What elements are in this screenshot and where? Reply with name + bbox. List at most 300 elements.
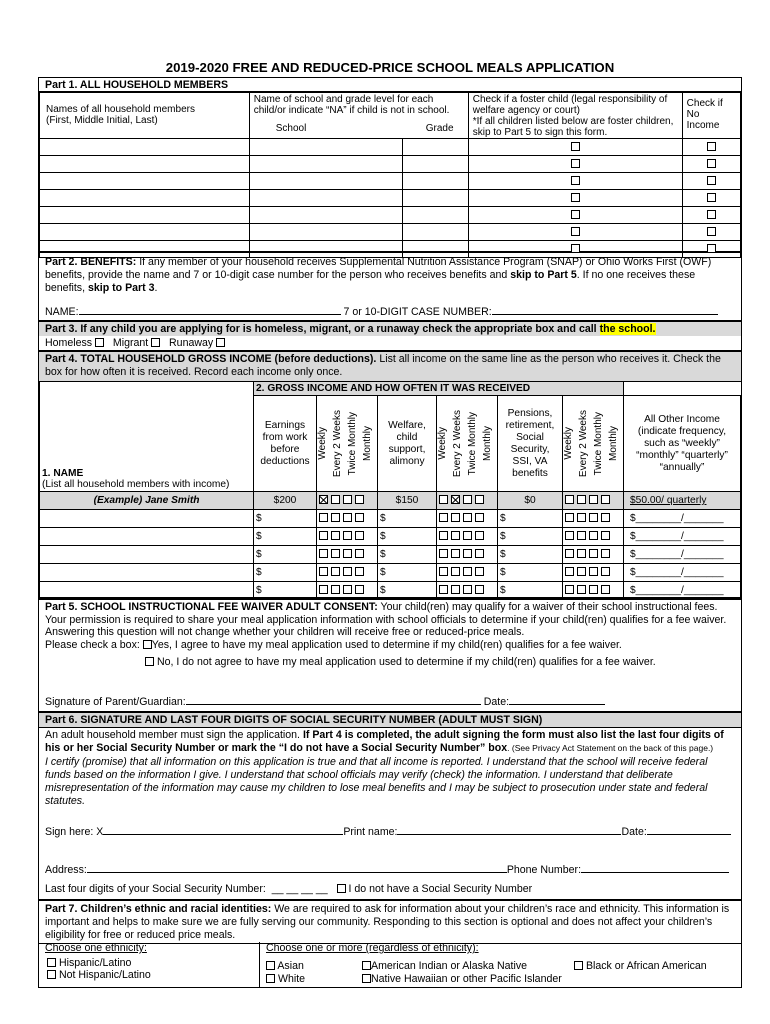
earnings-h1: Earnings	[264, 419, 306, 431]
member-name-field[interactable]	[40, 156, 250, 173]
not-hispanic-checkbox[interactable]	[47, 970, 56, 979]
welfare-field[interactable]: $	[378, 546, 437, 564]
race-title: Choose one or more (regardless of ethnicity):	[266, 942, 479, 954]
every2weeks-checkbox[interactable]	[331, 531, 340, 540]
income-row	[40, 528, 741, 546]
part7-header	[39, 901, 741, 944]
every2weeks-checkbox[interactable]	[331, 549, 340, 558]
foster-line2: welfare agency or court)	[472, 105, 580, 116]
hispanic-checkbox[interactable]	[47, 958, 56, 967]
other-h3: such as “weekly”	[644, 437, 720, 449]
foster-checkbox[interactable]	[571, 210, 580, 219]
american-indian-checkbox[interactable]	[362, 961, 371, 970]
names-col-header	[40, 92, 250, 139]
print-name-label: Print name:	[343, 826, 398, 838]
school-field[interactable]	[249, 224, 402, 241]
certify-line4: statutes.	[45, 795, 86, 807]
every2weeks-checkbox[interactable]	[577, 531, 586, 540]
other-income-field[interactable]: $________/_______	[624, 582, 741, 600]
welfare-field[interactable]: $	[378, 564, 437, 582]
ethnicity-hispanic-row	[39, 954, 259, 969]
no-income-checkbox[interactable]	[707, 210, 716, 219]
pensions-header	[498, 396, 563, 492]
part6-header: Part 6. SIGNATURE AND LAST FOUR DIGITS OF SOCIAL SECURITY NUMBER (ADULT MUST SIGN)	[39, 713, 741, 728]
address-label: Address:	[45, 864, 87, 876]
ethnicity-title: Choose one ethnicity:	[45, 942, 147, 954]
member-name-field[interactable]	[40, 139, 250, 156]
other-income-header	[624, 396, 741, 492]
no-income-checkbox[interactable]	[707, 142, 716, 151]
welfare-field[interactable]: $	[378, 510, 437, 528]
no-income-checkbox[interactable]	[707, 176, 716, 185]
grade-field[interactable]	[402, 190, 468, 207]
noincome-line2: No	[686, 109, 700, 120]
example-checkbox	[331, 495, 340, 504]
ssn-label: Last four digits of your Social Security Number:	[45, 883, 266, 895]
pensions-h2: retirement,	[505, 419, 555, 431]
freq-every2weeks: Every 2 Weeks	[578, 409, 589, 478]
monthly-checkbox[interactable]	[475, 531, 484, 540]
phone-field[interactable]	[581, 872, 729, 873]
part6-date-label: Date:	[621, 826, 647, 838]
twicemonthly-checkbox[interactable]	[463, 549, 472, 558]
not-hispanic-label: Not Hispanic/Latino	[58, 969, 151, 981]
weekly-checkbox[interactable]	[319, 585, 328, 594]
case-number-field[interactable]	[492, 314, 718, 315]
example-checkbox	[475, 495, 484, 504]
every2weeks-checkbox[interactable]	[577, 567, 586, 576]
part4-header-text2: box for how often it is received. Record each income only once.	[45, 366, 343, 378]
pension-field[interactable]: $	[498, 546, 563, 564]
every2weeks-checkbox[interactable]	[577, 549, 586, 558]
foster-checkbox[interactable]	[571, 159, 580, 168]
every2weeks-checkbox[interactable]	[451, 567, 460, 576]
household-row	[40, 190, 741, 207]
parent-signature-label: Signature of Parent/Guardian:	[45, 696, 186, 708]
pensions-h5: SSI, VA	[512, 455, 548, 467]
foster-checkbox[interactable]	[571, 142, 580, 151]
pension-field[interactable]: $	[498, 564, 563, 582]
member-name-field[interactable]	[40, 207, 250, 224]
part3-header-text: Part 3. If any child you are applying for is homeless, migrant, or a runaway check the appropriate box and call	[45, 323, 600, 335]
example-earnings: $200	[254, 492, 317, 510]
part6-body	[39, 728, 741, 809]
fee-waiver-no-label: No, I do not agree to have my meal application used to determine if my child(ren) qualifies for a fee waiver.	[156, 656, 656, 668]
example-checkbox	[343, 495, 352, 504]
earnings-field[interactable]: $	[254, 564, 317, 582]
part2-text3c: .	[154, 282, 158, 294]
pensions-h3: Social	[516, 431, 544, 443]
monthly-checkbox[interactable]	[355, 585, 364, 594]
part6-section	[38, 712, 742, 900]
weekly-checkbox[interactable]	[319, 513, 328, 522]
twicemonthly-checkbox[interactable]	[343, 531, 352, 540]
noincome-line3: Income	[686, 120, 720, 131]
asian-label: Asian	[277, 960, 304, 972]
part5-date-field[interactable]	[509, 704, 605, 705]
migrant-checkbox[interactable]	[151, 338, 160, 347]
no-income-checkbox[interactable]	[707, 227, 716, 236]
twicemonthly-checkbox[interactable]	[343, 513, 352, 522]
homeless-label: Homeless	[45, 337, 93, 349]
grade-field[interactable]	[402, 173, 468, 190]
certify-line1: I certify (promise) that all information on this application is true and that all income is reported. I understand that the school will receive federal	[45, 756, 708, 768]
school-field[interactable]	[249, 139, 402, 156]
signature-field[interactable]	[103, 834, 343, 835]
example-checkbox	[565, 495, 574, 504]
foster-col-header	[468, 92, 682, 139]
every2weeks-checkbox[interactable]	[451, 549, 460, 558]
welfare-field[interactable]: $	[378, 528, 437, 546]
part1-header: Part 1. ALL HOUSEHOLD MEMBERS	[39, 78, 741, 93]
foster-checkbox[interactable]	[571, 193, 580, 202]
monthly-checkbox[interactable]	[475, 585, 484, 594]
monthly-checkbox[interactable]	[355, 531, 364, 540]
hispanic-label: Hispanic/Latino	[58, 957, 132, 969]
every2weeks-checkbox[interactable]	[451, 585, 460, 594]
freq-monthly: Monthly	[362, 425, 373, 461]
example-checkbox	[355, 495, 364, 504]
welfare-field[interactable]: $	[378, 582, 437, 600]
hawaiian-checkbox[interactable]	[362, 974, 371, 983]
part3-header	[39, 322, 741, 336]
freq-every2weeks: Every 2 Weeks	[452, 409, 463, 478]
grade-field[interactable]	[402, 156, 468, 173]
part6-text1b: If Part 4 is completed, the adult signing the form must also list the last four digits of	[302, 729, 724, 741]
weekly-checkbox[interactable]	[439, 567, 448, 576]
weekly-checkbox[interactable]	[439, 513, 448, 522]
welfare-h3: support,	[388, 443, 426, 455]
freq-every2weeks: Every 2 Weeks	[332, 409, 343, 478]
example-checkbox	[577, 495, 586, 504]
other-income-field[interactable]: $________/_______	[624, 564, 741, 582]
noincome-col-header	[682, 92, 740, 139]
monthly-checkbox[interactable]	[475, 513, 484, 522]
white-checkbox[interactable]	[266, 974, 275, 983]
black-label: Black or African American	[585, 960, 707, 972]
member-name-field[interactable]	[40, 224, 250, 241]
member-name-field[interactable]	[40, 190, 250, 207]
part7-text1: We are required to ask for information about your children’s race and ethnicity. This information is	[271, 903, 730, 915]
benefit-name-field[interactable]	[79, 314, 341, 315]
example-name: (Example) Jane Smith	[40, 492, 254, 510]
part4-section	[38, 351, 742, 598]
earnings-field[interactable]: $	[254, 510, 317, 528]
every2weeks-checkbox[interactable]	[331, 513, 340, 522]
part5-section	[38, 598, 742, 712]
weekly-checkbox[interactable]	[565, 567, 574, 576]
earnings-h2: from work	[262, 431, 308, 443]
every2weeks-checkbox[interactable]	[577, 513, 586, 522]
income-name-field[interactable]	[40, 510, 254, 528]
gross-income-title: 2. GROSS INCOME AND HOW OFTEN IT WAS RECEIVED	[254, 382, 624, 396]
example-welfare: $150	[378, 492, 437, 510]
household-row	[40, 156, 741, 173]
income-row	[40, 510, 741, 528]
earnings-field[interactable]: $	[254, 528, 317, 546]
noincome-line1: Check if	[686, 98, 723, 109]
other-income-field[interactable]: $________/_______	[624, 510, 741, 528]
part5-text2: Your permission is required to share your meal application information with school officials to determine if your child(ren) qualifies for a fee waiver.	[45, 613, 727, 626]
hawaiian-row	[362, 973, 562, 985]
freq-weekly: Weekly	[437, 427, 448, 460]
every2weeks-checkbox[interactable]	[331, 567, 340, 576]
weekly-checkbox[interactable]	[565, 531, 574, 540]
income-name-field[interactable]	[40, 546, 254, 564]
income-name-field[interactable]	[40, 564, 254, 582]
part2-text1: If any member of your household receives Supplemental Nutrition Assistance Program (SNAP) or Ohio Works First (OWF)	[136, 256, 712, 268]
example-pension: $0	[498, 492, 563, 510]
part2-section	[38, 252, 742, 321]
part6-line2	[45, 742, 735, 755]
grade-field[interactable]	[402, 207, 468, 224]
foster-line3: *If all children listed below are foster children,	[472, 116, 674, 127]
income-row	[40, 582, 741, 600]
income-name-field[interactable]	[40, 528, 254, 546]
ethnicity-nothispanic-row	[39, 969, 259, 981]
case-number-label: 7 or 10-DIGIT CASE NUMBER:	[343, 306, 492, 318]
household-table	[39, 91, 741, 258]
part7-text3: eligibility for free or reduced price meals.	[45, 929, 236, 941]
address-row	[45, 864, 729, 876]
certify-line2: funds based on the information I give. I understand that school officials may verify (check) the information. I understand that deliberate	[45, 769, 673, 781]
other-income-field[interactable]: $________/_______	[624, 546, 741, 564]
monthly-checkbox[interactable]	[475, 567, 484, 576]
grade-field[interactable]	[402, 224, 468, 241]
benefit-name-row	[45, 306, 718, 319]
part6-line1	[45, 729, 735, 742]
monthly-checkbox[interactable]	[601, 513, 610, 522]
example-row	[40, 492, 741, 510]
example-checkbox	[601, 495, 610, 504]
part5-text1: Your child(ren) may qualify for a waiver of their school instructional fees.	[377, 601, 718, 613]
american-indian-label: American Indian or Alaska Native	[371, 960, 528, 972]
monthly-checkbox[interactable]	[601, 549, 610, 558]
income-name-label: 1. NAME	[42, 468, 84, 479]
part7-text2: important and helps to make sure we are fully serving our community. Responding to this section is optional and does not affect your children’s	[45, 916, 713, 928]
monthly-checkbox[interactable]	[355, 567, 364, 576]
household-row	[40, 173, 741, 190]
part6-text2b: . (See Privacy Act Statement on the back of this page.)	[507, 743, 714, 753]
names-col-sub: (First, Middle Initial, Last)	[46, 115, 158, 126]
part5-label: Part 5. SCHOOL INSTRUCTIONAL FEE WAIVER ADULT CONSENT:	[45, 601, 378, 613]
example-every2weeks-checkbox	[451, 495, 460, 504]
twicemonthly-checkbox[interactable]	[343, 549, 352, 558]
part4-header	[39, 352, 741, 382]
earnings-field[interactable]: $	[254, 582, 317, 600]
sign-here-label: Sign here: X	[45, 826, 104, 838]
asian-row	[266, 960, 304, 972]
monthly-checkbox[interactable]	[601, 567, 610, 576]
other-income-field[interactable]: $________/_______	[624, 528, 741, 546]
white-row	[266, 973, 305, 985]
twicemonthly-checkbox[interactable]	[589, 585, 598, 594]
school-field[interactable]	[249, 173, 402, 190]
no-income-checkbox[interactable]	[707, 193, 716, 202]
welfare-h1: Welfare,	[388, 419, 426, 431]
phone-label: Phone Number:	[506, 864, 582, 876]
twicemonthly-checkbox[interactable]	[463, 531, 472, 540]
asian-checkbox[interactable]	[266, 961, 275, 970]
weekly-checkbox[interactable]	[565, 549, 574, 558]
twicemonthly-checkbox[interactable]	[589, 549, 598, 558]
no-income-checkbox[interactable]	[707, 159, 716, 168]
freq-monthly: Monthly	[608, 425, 619, 461]
weekly-checkbox[interactable]	[319, 531, 328, 540]
black-checkbox[interactable]	[574, 961, 583, 970]
twicemonthly-checkbox[interactable]	[463, 567, 472, 576]
twicemonthly-checkbox[interactable]	[463, 585, 472, 594]
freq-twicemonthly: Twice Monthly	[593, 411, 604, 476]
fee-waiver-yes-checkbox[interactable]	[143, 640, 152, 649]
ssn-field[interactable]: __ __ __ __	[271, 883, 328, 895]
part5-no-row	[45, 656, 735, 669]
school-field[interactable]	[249, 190, 402, 207]
part5-text3: Answering this question will not change whether your children will receive free or reduced-price meals.	[45, 626, 525, 638]
every2weeks-checkbox[interactable]	[451, 531, 460, 540]
freq-twicemonthly: Twice Monthly	[467, 411, 478, 476]
earnings-header	[254, 396, 317, 492]
part7-section	[38, 900, 742, 988]
example-other: $50.00/ quarterly	[624, 492, 741, 510]
income-table	[39, 381, 741, 600]
foster-checkbox[interactable]	[571, 176, 580, 185]
part6-text2a: his or her Social Security Number or mark the “I do not have a Social Security Number” box	[45, 742, 508, 754]
example-checkbox	[589, 495, 598, 504]
ssn-row	[45, 883, 532, 895]
example-checkbox	[439, 495, 448, 504]
school-field[interactable]	[249, 156, 402, 173]
every2weeks-checkbox[interactable]	[577, 585, 586, 594]
part4-header-text: List all income on the same line as the person who receives it. Check the	[376, 353, 721, 365]
household-row	[40, 139, 741, 156]
school-col-line2: child/or indicate “NA” if child is not in school.	[253, 105, 450, 116]
every2weeks-checkbox[interactable]	[451, 513, 460, 522]
foster-checkbox[interactable]	[571, 227, 580, 236]
school-col-line1: Name of school and grade level for each	[253, 94, 434, 105]
part2-text-line1	[45, 256, 735, 269]
part2-label: Part 2. BENEFITS:	[45, 256, 137, 268]
pension-field[interactable]: $	[498, 582, 563, 600]
weekly-checkbox[interactable]	[565, 585, 574, 594]
monthly-checkbox[interactable]	[601, 585, 610, 594]
address-field[interactable]	[87, 872, 507, 873]
part5-date-label: Date:	[483, 696, 510, 708]
weekly-checkbox[interactable]	[439, 549, 448, 558]
part7-line1	[45, 903, 735, 916]
migrant-label: Migrant	[112, 337, 149, 349]
school-field[interactable]	[249, 207, 402, 224]
weekly-checkbox[interactable]	[565, 513, 574, 522]
earnings-h4: deductions	[260, 455, 310, 467]
page-title: 2019-2020 FREE AND REDUCED-PRICE SCHOOL MEALS APPLICATION	[165, 60, 615, 75]
freq-monthly: Monthly	[482, 425, 493, 461]
grade-field[interactable]	[402, 139, 468, 156]
twicemonthly-checkbox[interactable]	[343, 567, 352, 576]
income-name-field[interactable]	[40, 582, 254, 600]
runaway-checkbox[interactable]	[216, 338, 225, 347]
pension-field[interactable]: $	[498, 528, 563, 546]
welfare-header	[378, 396, 437, 492]
monthly-checkbox[interactable]	[601, 531, 610, 540]
member-name-field[interactable]	[40, 173, 250, 190]
ethnicity-block	[39, 942, 260, 988]
household-row	[40, 224, 741, 241]
part2-text2: benefits, provide the name and 7 or 10-digit case number for the person who receives benefits and	[45, 269, 511, 281]
earnings-h3: before	[270, 443, 300, 455]
homeless-checkbox[interactable]	[95, 338, 104, 347]
twicemonthly-checkbox[interactable]	[463, 513, 472, 522]
freq-weekly: Weekly	[317, 427, 328, 460]
monthly-checkbox[interactable]	[475, 549, 484, 558]
black-row	[574, 960, 707, 972]
no-ssn-label: I do not have a Social Security Number	[348, 883, 533, 895]
grade-col-label: Grade	[425, 123, 454, 134]
part6-date-field[interactable]	[647, 834, 731, 835]
every2weeks-checkbox[interactable]	[331, 585, 340, 594]
twicemonthly-checkbox[interactable]	[589, 567, 598, 576]
fee-waiver-yes-label: Yes, I agree to have my meal application used to determine if my child(ren) qualifies for a fee waiver.	[151, 638, 622, 651]
part2-text2c: . If no one receives these	[576, 269, 696, 281]
monthly-checkbox[interactable]	[355, 549, 364, 558]
pensions-h1: Pensions,	[507, 407, 553, 419]
part2-skip3: skip to Part 3	[88, 282, 155, 294]
pension-field[interactable]: $	[498, 510, 563, 528]
part3-section	[38, 321, 742, 351]
part2-skip5: skip to Part 5	[510, 269, 577, 281]
part5-yes-row	[45, 639, 735, 652]
no-ssn-checkbox[interactable]	[337, 884, 346, 893]
welfare-h4: alimony	[389, 455, 425, 467]
weekly-checkbox[interactable]	[319, 567, 328, 576]
monthly-checkbox[interactable]	[355, 513, 364, 522]
hawaiian-label: Native Hawaiian or other Pacific Islander	[371, 973, 562, 985]
other-h2: (indicate frequency,	[637, 425, 727, 437]
school-col-label: School	[275, 123, 307, 134]
part6-text1a: An adult household member must sign the application.	[45, 729, 303, 741]
weekly-checkbox[interactable]	[319, 549, 328, 558]
pensions-h6: benefits	[512, 467, 548, 479]
weekly-checkbox[interactable]	[439, 531, 448, 540]
income-name-col	[40, 382, 254, 492]
part2-text-line2	[45, 269, 735, 282]
part3-call-school: the school.	[599, 323, 656, 335]
twicemonthly-checkbox[interactable]	[589, 531, 598, 540]
twicemonthly-checkbox[interactable]	[343, 585, 352, 594]
runaway-label: Runaway	[169, 337, 214, 349]
part4-header-bold: Part 4. TOTAL HOUSEHOLD GROSS INCOME (before deductions).	[45, 353, 377, 365]
benefit-name-label: NAME:	[45, 306, 79, 318]
weekly-checkbox[interactable]	[439, 585, 448, 594]
part1-section	[38, 77, 742, 252]
race-block	[260, 942, 741, 988]
school-col-header	[249, 92, 468, 139]
freq-twicemonthly: Twice Monthly	[347, 411, 358, 476]
foster-line4: skip to Part 5 to sign this form.	[472, 127, 608, 138]
other-h1: All Other Income	[644, 413, 720, 425]
part5-signature-row	[45, 696, 605, 709]
fee-waiver-no-checkbox[interactable]	[145, 657, 154, 666]
twicemonthly-checkbox[interactable]	[589, 513, 598, 522]
parent-signature-field[interactable]	[186, 704, 481, 705]
american-indian-row	[362, 960, 527, 972]
print-name-field[interactable]	[397, 834, 621, 835]
pensions-h4: Security,	[510, 443, 550, 455]
names-col-label: Names of all household members	[46, 104, 195, 115]
freq-weekly: Weekly	[563, 427, 574, 460]
earnings-field[interactable]: $	[254, 546, 317, 564]
part5-text4: Please check a box:	[45, 638, 140, 651]
